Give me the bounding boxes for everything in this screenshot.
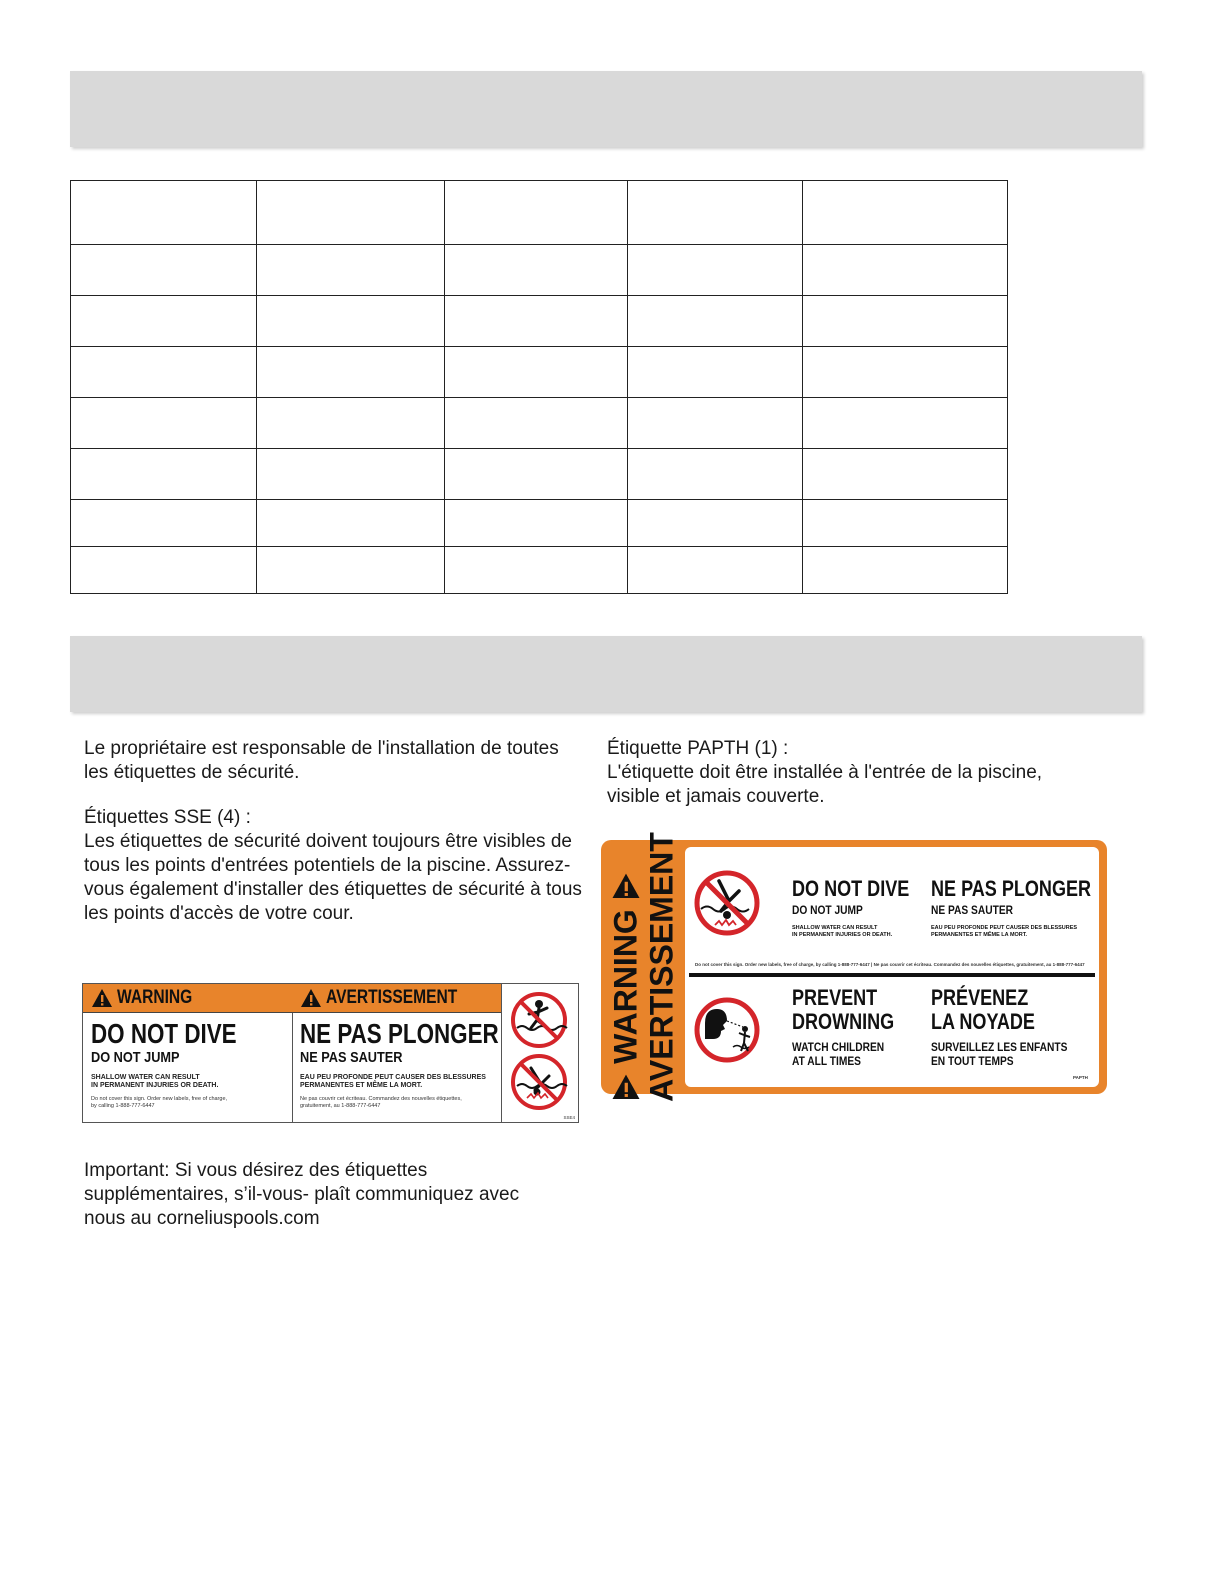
papth-prevenez: PRÉVENEZ <box>931 985 1029 1010</box>
sse-english-panel <box>83 984 293 1122</box>
table-row <box>71 500 1008 547</box>
table-cell <box>803 245 1008 296</box>
table-cell <box>628 500 803 547</box>
papth-divider <box>689 973 1095 977</box>
papth-title: Étiquette PAPTH (1) : <box>607 738 789 759</box>
papth-vertical-avertissement: AVERTISSEMENT <box>643 832 680 1102</box>
sse-english-subheadline: DO NOT JUMP <box>91 1049 180 1066</box>
section-header-band-2 <box>70 636 1142 712</box>
table-cell <box>257 181 445 245</box>
papth-drowning: DROWNING <box>792 1009 895 1034</box>
sse-french-subheadline: NE PAS SAUTER <box>300 1049 403 1066</box>
table-cell <box>257 347 445 398</box>
table-row <box>71 296 1008 347</box>
table-cell <box>257 500 445 547</box>
table-cell <box>628 547 803 594</box>
data-table <box>70 180 1008 594</box>
table-cell <box>445 181 628 245</box>
table-cell <box>628 398 803 449</box>
papth-warning-label <box>601 832 1107 1102</box>
table-cell <box>628 181 803 245</box>
table-cell <box>803 398 1008 449</box>
papth-vertical-banner <box>601 832 685 1102</box>
table-row <box>71 449 1008 500</box>
papth-surveillez: SURVEILLEZ LES ENFANTS EN TOUT TEMPS <box>931 1040 1068 1068</box>
table-cell <box>628 296 803 347</box>
table-cell <box>803 181 1008 245</box>
no-diving-icon <box>513 1056 567 1108</box>
papth-label-code: PAPTH <box>1073 1075 1088 1080</box>
papth-prevent: PREVENT <box>792 985 878 1010</box>
papth-content-panel <box>685 847 1099 1087</box>
papth-do-not-jump: DO NOT JUMP <box>792 903 863 917</box>
table-cell <box>445 347 628 398</box>
papth-order-note: Do not cover this sign. Order new labels, free of charge, by calling 1-888-777-6447 | Ne pas couvrir cet écriteau. Commandez des nouvelles étiquettes, gratuitement, au 1-888-777-6447 <box>695 962 1085 967</box>
papth-section <box>607 737 1077 809</box>
table-cell <box>445 500 628 547</box>
table-cell <box>71 347 257 398</box>
sse-french-headline: NE PAS PLONGER <box>300 1018 499 1049</box>
table-cell <box>628 347 803 398</box>
sse-french-note: Ne pas couvrir cet écriteau. Commandez des nouvelles étiquettes, gratuitement, au 1-888-777-6447 <box>300 1096 462 1109</box>
owner-paragraph: Le propriétaire est responsable de l'installation de toutes les étiquettes de sécurité. <box>84 738 559 783</box>
warning-triangle-icon <box>611 1073 641 1100</box>
section-header-band-1 <box>70 71 1142 147</box>
sse-warning-label <box>82 983 579 1123</box>
important-paragraph: Important: Si vous désirez des étiquettes supplémentaires, s’il-vous- plaît communiquez avec nous au corneliuspools.com <box>84 1160 520 1229</box>
important-note <box>84 1159 554 1231</box>
sse-english-note: Do not cover this sign. Order new labels, free of charge, by calling 1-888-777-6447 <box>91 1096 228 1109</box>
sse-english-warning: SHALLOW WATER CAN RESULT IN PERMANENT INJURIES OR DEATH. <box>91 1074 219 1089</box>
sse-english-header <box>83 984 292 1013</box>
table-cell <box>628 245 803 296</box>
sse-french-header-text: AVERTISSEMENT <box>326 987 458 1008</box>
sse-french-header <box>292 984 501 1013</box>
prevent-drowning-icon <box>697 1000 757 1060</box>
table-row <box>71 398 1008 449</box>
table-cell <box>445 296 628 347</box>
sse-pictogram-panel <box>501 984 578 1122</box>
table-cell <box>71 547 257 594</box>
table-cell <box>257 245 445 296</box>
warning-triangle-icon <box>611 873 641 900</box>
table-cell <box>803 547 1008 594</box>
no-jumping-icon <box>513 994 567 1046</box>
table-cell <box>445 398 628 449</box>
table-cell <box>803 296 1008 347</box>
table-cell <box>803 449 1008 500</box>
warning-triangle-icon <box>91 988 113 1008</box>
papth-la-noyade: LA NOYADE <box>931 1009 1035 1034</box>
table-cell <box>71 181 257 245</box>
table-cell <box>71 500 257 547</box>
table-cell <box>445 547 628 594</box>
table-cell <box>803 347 1008 398</box>
sse-title: Étiquettes SSE (4) : <box>84 807 251 828</box>
papth-ne-pas-plonger: NE PAS PLONGER <box>931 876 1092 901</box>
papth-watch-children: WATCH CHILDREN AT ALL TIMES <box>792 1040 885 1068</box>
table-row <box>71 347 1008 398</box>
table-row <box>71 547 1008 594</box>
table-cell <box>445 245 628 296</box>
table-cell <box>628 449 803 500</box>
table-cell <box>257 547 445 594</box>
warning-triangle-icon <box>300 988 322 1008</box>
owner-responsibility-text <box>84 737 584 785</box>
sse-english-headline: DO NOT DIVE <box>91 1018 237 1049</box>
table-cell <box>803 500 1008 547</box>
table-cell <box>257 398 445 449</box>
papth-ne-pas-sauter: NE PAS SAUTER <box>931 903 1013 917</box>
table-cell <box>445 449 628 500</box>
sse-body: Les étiquettes de sécurité doivent toujours être visibles de tous les points d'entrées potentiels de la piscine. Assurez-vous également d'installer des étiquettes de sécurité à tous les points d'accès de votre cour. <box>84 831 582 924</box>
table-row <box>71 245 1008 296</box>
table-cell <box>257 449 445 500</box>
table-cell <box>71 245 257 296</box>
sse-english-header-text: WARNING <box>117 987 193 1008</box>
table-row <box>71 181 1008 245</box>
papth-english-warning: SHALLOW WATER CAN RESULT IN PERMANENT INJURIES OR DEATH. <box>792 925 893 938</box>
sse-french-warning: EAU PEU PROFONDE PEUT CAUSER DES BLESSURES PERMANENTES ET MÊME LA MORT. <box>300 1074 486 1089</box>
table-cell <box>257 296 445 347</box>
papth-body: L'étiquette doit être installée à l'entrée de la piscine, visible et jamais couverte. <box>607 762 1043 807</box>
papth-french-warning: EAU PEU PROFONDE PEUT CAUSER DES BLESSURES PERMANENTES ET MÊME LA MORT. <box>931 925 1078 938</box>
papth-do-not-dive: DO NOT DIVE <box>792 876 910 901</box>
sse-french-panel <box>292 984 502 1122</box>
table-cell <box>71 449 257 500</box>
table-cell <box>71 296 257 347</box>
papth-vertical-warning: WARNING <box>607 909 644 1064</box>
sse-section <box>84 806 584 926</box>
table-cell <box>71 398 257 449</box>
no-diving-icon <box>697 873 757 933</box>
sse-label-code: SSE4 <box>563 1115 575 1120</box>
